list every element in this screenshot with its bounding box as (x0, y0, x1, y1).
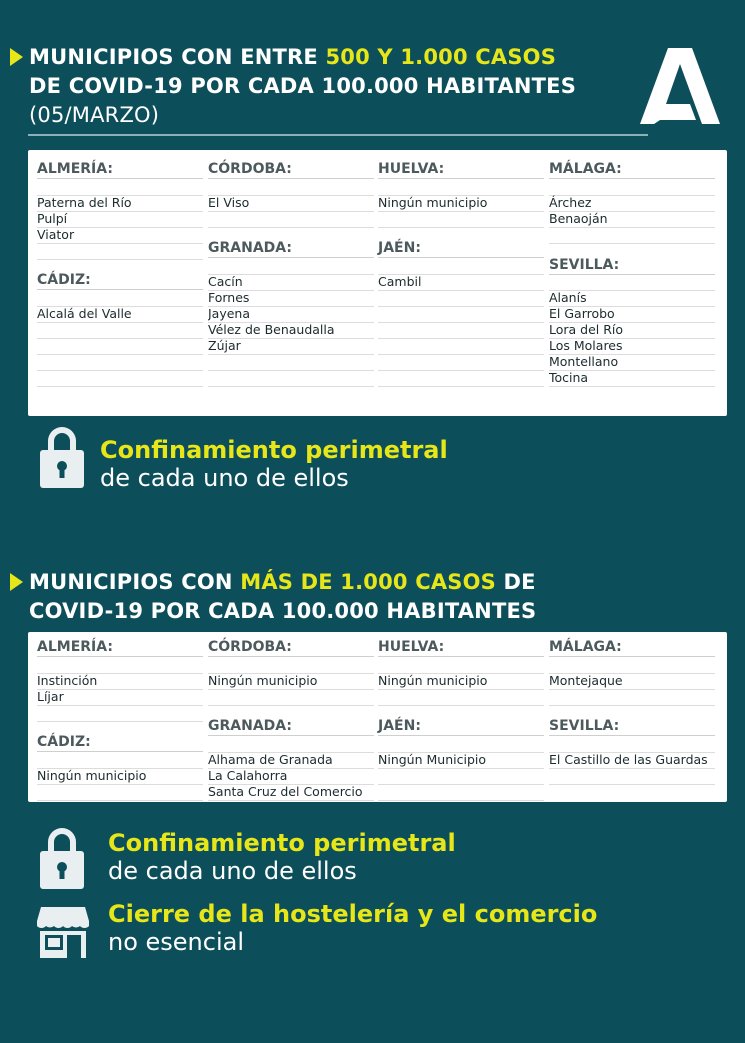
section2-heading (10, 568, 536, 626)
list-item: Fornes (208, 290, 374, 307)
callout-desc: de cada uno de ellos (108, 857, 357, 885)
heading-date: (05/MARZO) (29, 103, 160, 127)
list-item (378, 370, 544, 387)
province-huelva: HUELVA: (378, 160, 544, 179)
list-item (37, 290, 203, 307)
heading-text: MUNICIPIOS CON (29, 570, 241, 594)
list-item: Zújar (208, 338, 374, 355)
province-cadiz: CÁDIZ: (37, 733, 203, 752)
list-item (378, 657, 544, 674)
callout-desc: de cada uno de ellos (100, 464, 349, 492)
callout-title: Cierre de la hostelería y el comercio (108, 900, 598, 928)
list-item (549, 274, 715, 291)
divider (28, 134, 648, 136)
list-item: Montellano (549, 354, 715, 371)
list-item: Ningún municipio (378, 195, 544, 212)
list-item (549, 768, 715, 785)
list-item (549, 657, 715, 674)
storefront-icon (37, 905, 89, 959)
list-item: Cambil (378, 274, 544, 291)
list-item: El Castillo de las Guardas (549, 752, 715, 769)
junta-andalucia-logo (640, 48, 720, 124)
province-granada: GRANADA: (208, 717, 374, 736)
list-item (37, 354, 203, 371)
list-item: La Calahorra (208, 768, 374, 785)
heading-line2: COVID-19 POR CADA 100.000 HABITANTES (29, 599, 537, 623)
list-item: Los Molares (549, 338, 715, 355)
list-item (37, 338, 203, 355)
province-sevilla: SEVILLA: (549, 717, 715, 736)
list-item (37, 322, 203, 339)
list-item (378, 338, 544, 355)
province-jaen: JAÉN: (378, 239, 544, 258)
list-item (378, 736, 544, 753)
list-item (208, 689, 374, 706)
list-item (378, 179, 544, 196)
list-item (549, 179, 715, 196)
list-item: Benaoján (549, 211, 715, 228)
list-item (37, 657, 203, 674)
list-item: Vélez de Benaudalla (208, 322, 374, 339)
list-item: Árchez (549, 195, 715, 212)
callout-title: Confinamiento perimetral (100, 436, 448, 464)
list-item: Ningún municipio (378, 673, 544, 690)
callout-cierre-hosteleria (108, 900, 597, 956)
province-cordoba: CÓRDOBA: (208, 160, 374, 179)
list-item: Alanís (549, 290, 715, 307)
list-item: Cacín (208, 274, 374, 291)
section1-heading (10, 43, 576, 130)
list-item (549, 689, 715, 706)
list-item: Viator (37, 227, 203, 244)
list-item: Santa Cruz del Comercio (208, 784, 374, 801)
province-jaen: JAÉN: (378, 717, 544, 736)
lock-icon (38, 424, 86, 490)
list-item (208, 657, 374, 674)
list-item (208, 258, 374, 275)
list-item (549, 736, 715, 753)
heading-highlight: MÁS DE 1.000 CASOS (240, 570, 496, 594)
heading-highlight: 500 Y 1.000 CASOS (325, 45, 557, 69)
callout-title: Confinamiento perimetral (108, 829, 456, 857)
list-item (208, 736, 374, 753)
list-item: Jayena (208, 306, 374, 323)
province-sevilla: SEVILLA: (549, 256, 715, 275)
list-item: Lora del Río (549, 322, 715, 339)
province-malaga: MÁLAGA: (549, 160, 715, 179)
list-item: Montejaque (549, 673, 715, 690)
province-almeria: ALMERÍA: (37, 638, 203, 657)
heading-text: MUNICIPIOS CON ENTRE (29, 45, 326, 69)
list-item: Ningún municipio (37, 768, 203, 785)
list-item (378, 322, 544, 339)
list-item (378, 258, 544, 275)
province-cadiz: CÁDIZ: (37, 271, 203, 290)
province-huelva: HUELVA: (378, 638, 544, 657)
province-granada: GRANADA: (208, 239, 374, 258)
list-item (37, 784, 203, 801)
heading-line2: DE COVID-19 POR CADA 100.000 HABITANTES (29, 74, 577, 98)
list-item: Paterna del Río (37, 195, 203, 212)
callout-confinamiento (100, 436, 448, 492)
list-item: Tocina (549, 370, 715, 387)
province-malaga: MÁLAGA: (549, 638, 715, 657)
list-item: Instinción (37, 673, 203, 690)
list-item: Ningún Municipio (378, 752, 544, 769)
list-item (37, 243, 203, 260)
list-item (378, 306, 544, 323)
province-cordoba: CÓRDOBA: (208, 638, 374, 657)
list-item: Alcalá del Valle (37, 306, 203, 323)
table-section1 (28, 150, 727, 416)
list-item (208, 179, 374, 196)
heading-text-post: DE (496, 570, 536, 594)
list-item (208, 370, 374, 387)
list-item (378, 784, 544, 801)
list-item (37, 179, 203, 196)
lock-icon (38, 825, 86, 891)
arrow-icon (10, 48, 23, 66)
list-item (378, 354, 544, 371)
list-item (378, 211, 544, 228)
table-section2 (28, 632, 727, 802)
callout-desc: no esencial (108, 928, 245, 956)
list-item (378, 768, 544, 785)
list-item (37, 705, 203, 722)
list-item: El Garrobo (549, 306, 715, 323)
list-item (208, 211, 374, 228)
list-item: El Viso (208, 195, 374, 212)
list-item (37, 370, 203, 387)
list-item: Líjar (37, 689, 203, 706)
list-item (37, 752, 203, 769)
list-item (378, 689, 544, 706)
callout-confinamiento (108, 829, 456, 885)
list-item: Ningún municipio (208, 673, 374, 690)
list-item (208, 354, 374, 371)
list-item: Pulpí (37, 211, 203, 228)
list-item (549, 227, 715, 244)
list-item (378, 290, 544, 307)
province-almeria: ALMERÍA: (37, 160, 203, 179)
list-item: Alhama de Granada (208, 752, 374, 769)
arrow-icon (10, 573, 23, 591)
